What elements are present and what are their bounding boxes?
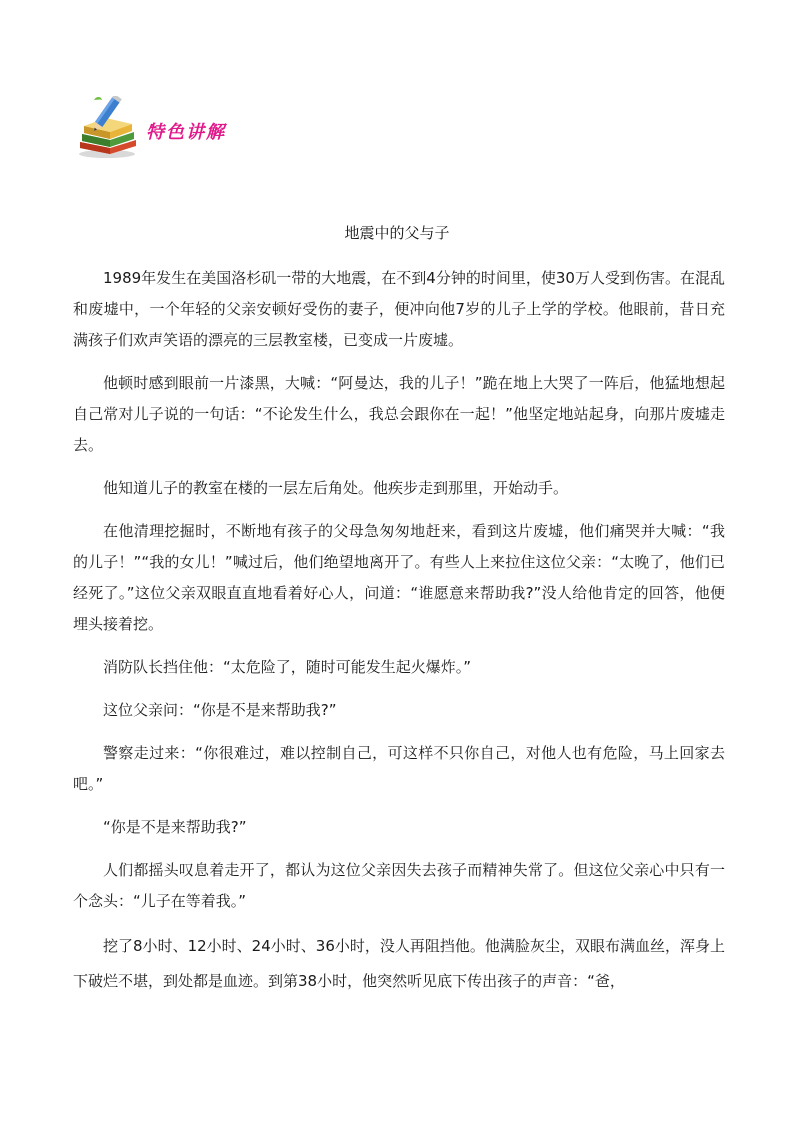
paragraph: 在他清理挖掘时，不断地有孩子的父母急匆匆地赶来，看到这片废墟，他们痛哭并大喊：“我的儿子！”“我的女儿！”喊过后，他们绝望地离开了。有些人上来拉住这位父亲：“太晚了，他们已经死了。”这位父亲双眼直直地看着好心人，问道：“谁愿意来帮助我?”没人给他肯定的回答，他便埋头接着挖。 [73, 522, 725, 633]
paragraph: 警察走过来：“你很难过，难以控制自己，可这样不只你自己，对他人也有危险，马上回家去吧。” [73, 744, 725, 793]
paragraph: 这位父亲问：“你是不是来帮助我?” [103, 701, 337, 719]
paragraph: 人们都摇头叹息着走开了，都认为这位父亲因失去孩子而精神失常了。但这位父亲心中只有一个念头：“儿子在等着我。” [73, 861, 725, 910]
document-body [73, 263, 725, 1003]
paragraph: “你是不是来帮助我?” [103, 818, 247, 836]
paragraph: 消防队长挡住他：“太危险了，随时可能发生起火爆炸。” [103, 658, 472, 676]
paragraph: 挖了8小时、12小时、24小时、36小时，没人再阻挡他。他满脸灰尘，双眼布满血丝，浑身上下破烂不堪，到处都是血迹。到第38小时，他突然听见底下传出孩子的声音：“爸， [73, 937, 725, 990]
section-header-title: 特色讲解 [146, 122, 226, 143]
paragraph: 他知道儿子的教室在楼的一层左后角处。他疾步走到那里，开始动手。 [103, 479, 569, 497]
paragraph: 1989年发生在美国洛杉矶一带的大地震，在不到4分钟的时间里，使30万人受到伤害。在混乱和废墟中，一个年轻的父亲安顿好受伤的妻子，便冲向他7岁的儿子上学的学校。他眼前，昔日充满孩子们欢声笑语的漂亮的三层教室楼，已变成一片废墟。 [73, 269, 725, 349]
section-header [74, 96, 274, 160]
books-pencil-logo-icon [74, 96, 140, 160]
document-title: 地震中的父与子 [344, 224, 450, 242]
paragraph: 他顿时感到眼前一片漆黑，大喊：“阿曼达，我的儿子！”跪在地上大哭了一阵后，他猛地想起自己常对儿子说的一句话：“不论发生什么，我总会跟你在一起！”他坚定地站起身，向那片废墟走去。 [73, 374, 725, 454]
